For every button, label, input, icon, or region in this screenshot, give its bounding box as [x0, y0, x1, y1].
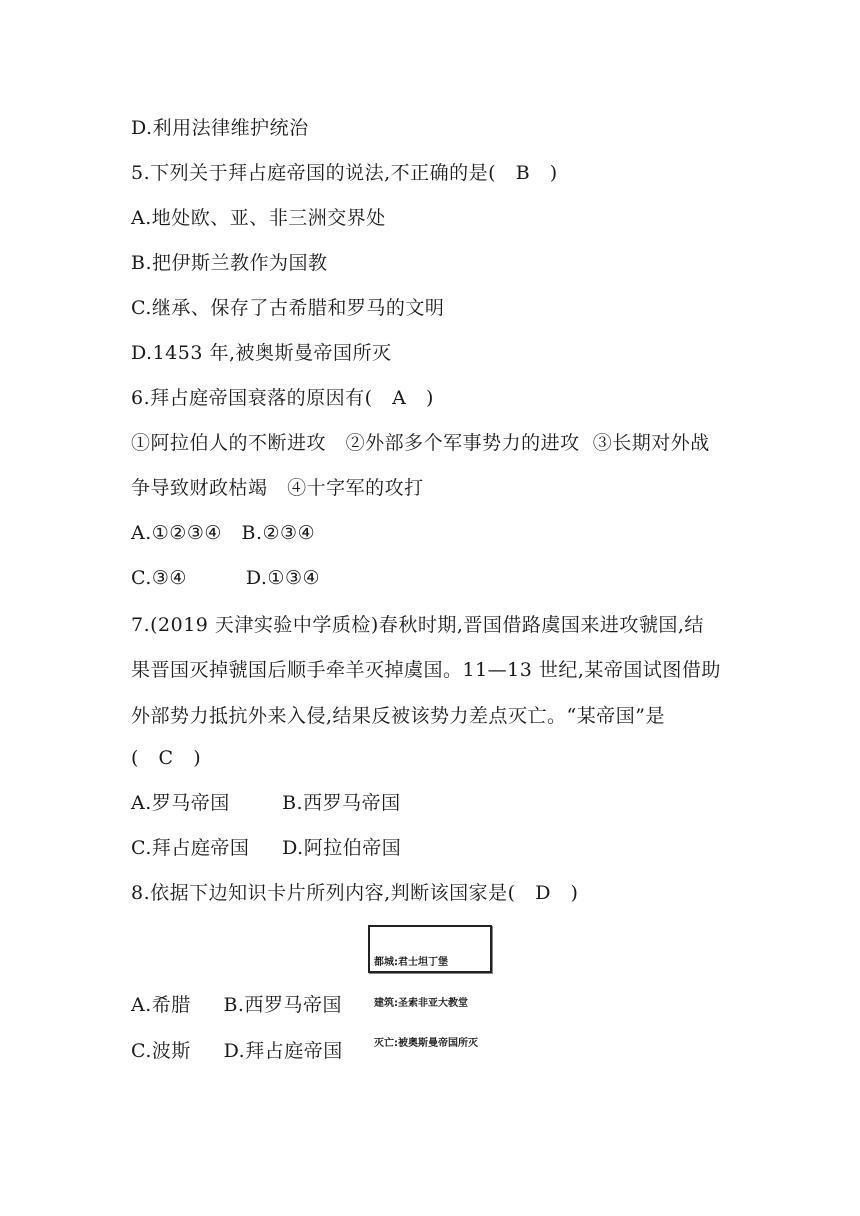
q7-options-cd: C.拜占庭帝国 D.阿拉伯帝国 — [131, 837, 402, 859]
q8-options-cd: C.波斯 D.拜占庭帝国 — [131, 1040, 343, 1062]
q8-options-ab: A.希腊 B.西罗马帝国 — [131, 994, 342, 1016]
card-building: 建筑:圣索非亚大教堂 — [374, 997, 468, 1009]
q5-option-b: B.把伊斯兰教作为国教 — [131, 252, 328, 274]
knowledge-card — [368, 925, 492, 1049]
q5-option-a: A.地处欧、亚、非三洲交界处 — [131, 207, 386, 229]
q6-options-ab: A.①②③④ B.②③④ — [131, 522, 316, 544]
q6-options-cd: C.③④ D.①③④ — [131, 567, 321, 589]
question-6: 6.拜占庭帝国衰落的原因有( A ) — [131, 387, 434, 409]
question-7-answer: ( C ) — [131, 747, 202, 769]
question-8: 8.依据下边知识卡片所列内容,判断该国家是( D ) — [131, 882, 579, 904]
question-7-line1: 7.(2019 天津实验中学质检)春秋时期,晋国借路虞国来进攻虢国,结 — [131, 614, 704, 636]
q7-options-ab: A.罗马帝国 B.西罗马帝国 — [131, 792, 401, 814]
question-7-line2: 果晋国灭掉虢国后顺手牵羊灭掉虞国。11—13 世纪,某帝国试图借助 — [131, 659, 721, 681]
card-fall: 灭亡:被奥斯曼帝国所灭 — [374, 1038, 478, 1049]
q6-statements-line2: 争导致财政枯竭 ④十字军的攻打 — [131, 477, 424, 499]
q6-statements-line1: ①阿拉伯人的不断进攻 ②外部多个军事势力的进攻 ③长期对外战 — [131, 432, 710, 454]
q5-option-c: C.继承、保存了古希腊和罗马的文明 — [131, 297, 445, 319]
card-capital: 都城:君士坦丁堡 — [374, 957, 448, 968]
line-option-d-q4: D.利用法律维护统治 — [131, 117, 309, 139]
question-5: 5.下列关于拜占庭帝国的说法,不正确的是( B ) — [131, 162, 558, 184]
question-7-line3: 外部势力抵抗外来入侵,结果反被该势力差点灭亡。“某帝国”是 — [131, 705, 665, 727]
q5-option-d: D.1453 年,被奥斯曼帝国所灭 — [131, 342, 392, 364]
